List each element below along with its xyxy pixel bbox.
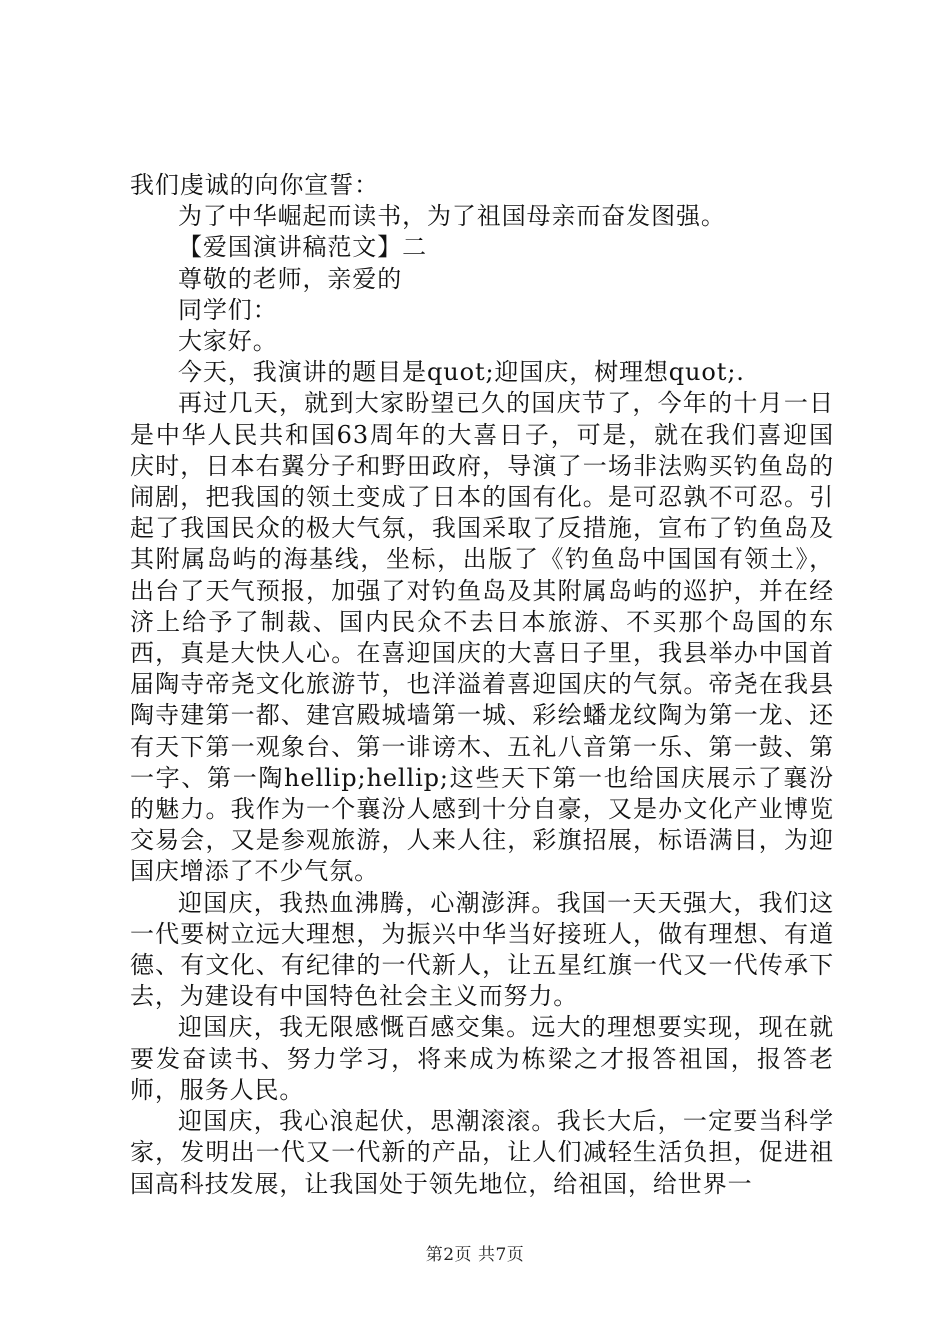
document-body [130,170,834,1200]
paragraph-national-day: 再过几天，就到大家盼望已久的国庆节了，今年的十月一日是中华人民共和国63周年的大喜日子，可是，就在我们喜迎国庆时，日本右翼分子和野田政府，导演了一场非法购买钓鱼岛的闹剧，把我国的领土变成了日本的国有化。是可忍孰不可忍。引起了我国民众的极大气氛，我国采取了反措施，宣布了钓鱼岛及其附属岛屿的海基线，坐标，出版了《钓鱼岛中国国有领土》，出台了天气预报，加强了对钓鱼岛及其附属岛屿的巡护，并在经济上给予了制裁、国内民众不去日本旅游、不买那个岛国的东西，真是大快人心。在喜迎国庆的大喜日子里，我县举办中国首届陶寺帝尧文化旅游节，也洋溢着喜迎国庆的气氛。帝尧在我县陶寺建第一都、建宫殿城墙第一城、彩绘蟠龙纹陶为第一龙、还有天下第一观象台、第一诽谤木、五礼八音第一乐、第一鼓、第一字、第一陶hellip;hellip;这些天下第一也给国庆展示了襄汾的魅力。我作为一个襄汾人感到十分自豪，又是办文化产业博览交易会，又是参观旅游，人来人往，彩旗招展，标语满目，为迎国庆增添了不少气氛。 [130,389,834,886]
salutation-line: 尊敬的老师，亲爱的 [178,264,403,293]
speech-topic-line: 今天，我演讲的题目是quot;迎国庆，树理想quot;. [178,358,745,387]
paragraph-study: 迎国庆，我无限感慨百感交集。远大的理想要实现，现在就要发奋读书、努力学习，将来成为栋梁之才报答祖国，报答老师，服务人民。 [130,1013,834,1104]
page-number-footer: 第2页 共7页 [425,1245,525,1265]
section-heading: 【爱国演讲稿范文】二 [178,233,427,262]
greeting-line: 大家好。 [178,327,278,356]
paragraph-scientist: 迎国庆，我心浪起伏，思潮滚滚。我长大后，一定要当科学家，发明出一代又一代新的产品，让人们减轻生活负担，促进祖国高科技发展，让我国处于领先地位，给祖国，给世界一 [130,1107,834,1198]
salutation-line-students: 同学们： [178,295,278,324]
text-line-oath: 我们虔诚的向你宣誓： [130,171,379,199]
text-line-pledge: 为了中华崛起而读书，为了祖国母亲而奋发图强。 [178,202,726,231]
paragraph-ideals: 迎国庆，我热血沸腾，心潮澎湃。我国一天天强大，我们这一代要树立远大理想，为振兴中华当好接班人，做有理想、有道德、有文化、有纪律的一代新人，让五星红旗一代又一代传承下去，为建设有中国特色社会主义而努力。 [130,888,834,1011]
